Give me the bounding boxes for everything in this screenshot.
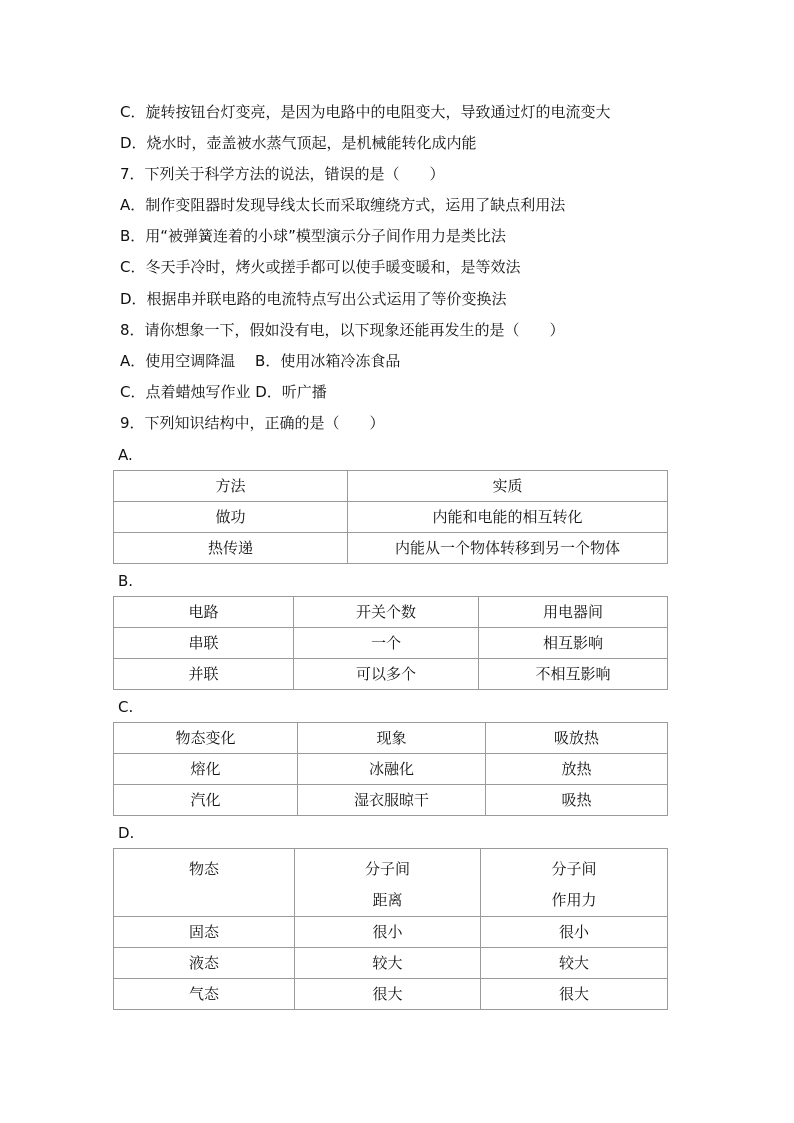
table-header-cell: 开关个数	[294, 597, 479, 628]
table-header-cell: 吸放热	[486, 723, 668, 754]
table-header-cell: 现象	[298, 723, 486, 754]
table-row	[114, 785, 668, 816]
table-header-row	[114, 723, 668, 754]
table-header-row	[114, 597, 668, 628]
table-cell: 冰融化	[298, 754, 486, 785]
table-header-cell	[481, 849, 668, 917]
table-header-text: 作用力	[551, 891, 597, 909]
table-cell: 放热	[486, 754, 668, 785]
table-cell: 较大	[295, 948, 481, 979]
table-cell: 一个	[294, 628, 479, 659]
table-b	[113, 596, 668, 690]
option-7a-text: A．制作变阻器时发现导线太长而采取缠绕方式，运用了缺点利用法	[120, 196, 566, 214]
table-cell: 相互影响	[479, 628, 668, 659]
table-header-text: 距离	[372, 891, 403, 909]
table-cell: 内能和电能的相互转化	[348, 502, 668, 533]
option-8cd-text: C．点着蜡烛写作业 D．听广播	[120, 383, 327, 401]
table-cell: 汽化	[114, 785, 298, 816]
table-header-text: 物态	[188, 860, 219, 878]
table-cell: 可以多个	[294, 659, 479, 690]
option-9a-label: A.	[118, 446, 133, 464]
option-9b-label: B.	[118, 572, 134, 590]
table-row	[114, 628, 668, 659]
option-7b-text: B．用“被弹簧连着的小球”模型演示分子间作用力是类比法	[120, 227, 506, 245]
table-header-cell	[295, 849, 481, 917]
table-row	[114, 979, 668, 1010]
question-9-stem: 9．下列知识结构中，正确的是（ ）	[120, 414, 385, 432]
table-c	[113, 722, 668, 816]
table-cell: 固态	[114, 917, 295, 948]
table-cell: 较大	[481, 948, 668, 979]
table-cell: 湿衣服晾干	[298, 785, 486, 816]
option-7d-text: D．根据串并联电路的电流特点写出公式运用了等价变换法	[120, 290, 507, 308]
table-cell: 并联	[114, 659, 294, 690]
table-a	[113, 470, 668, 564]
table-cell: 吸热	[486, 785, 668, 816]
table-cell: 很小	[295, 917, 481, 948]
table-cell: 很小	[481, 917, 668, 948]
table-row	[114, 533, 668, 564]
table-row	[114, 659, 668, 690]
table-header-cell: 电路	[114, 597, 294, 628]
option-9d-label: D.	[118, 824, 135, 842]
table-header-row	[114, 849, 668, 917]
table-header-cell: 物态变化	[114, 723, 298, 754]
table-header-cell: 实质	[348, 471, 668, 502]
table-cell: 熔化	[114, 754, 298, 785]
table-header-text: 分子间	[364, 860, 410, 878]
table-cell: 串联	[114, 628, 294, 659]
table-cell: 内能从一个物体转移到另一个物体	[348, 533, 668, 564]
option-6d-text: D．烧水时，壶盖被水蒸气顶起，是机械能转化成内能	[120, 134, 477, 152]
table-d	[113, 848, 668, 1010]
table-header-row	[114, 471, 668, 502]
table-header-cell: 方法	[114, 471, 348, 502]
option-8ab-text: A．使用空调降温 B．使用冰箱冷冻食品	[120, 352, 401, 370]
table-cell: 很大	[481, 979, 668, 1010]
option-6c-text: C．旋转按钮台灯变亮，是因为电路中的电阻变大，导致通过灯的电流变大	[120, 103, 611, 121]
table-header-text: 分子间	[551, 860, 597, 878]
table-cell: 不相互影响	[479, 659, 668, 690]
table-row	[114, 948, 668, 979]
table-cell: 做功	[114, 502, 348, 533]
table-row	[114, 754, 668, 785]
table-header-cell: 用电器间	[479, 597, 668, 628]
table-cell: 液态	[114, 948, 295, 979]
question-7-stem: 7．下列关于科学方法的说法，错误的是（ ）	[120, 165, 445, 183]
table-cell: 气态	[114, 979, 295, 1010]
table-row	[114, 502, 668, 533]
question-8-stem: 8．请你想象一下，假如没有电，以下现象还能再发生的是（ ）	[120, 321, 565, 339]
table-row	[114, 917, 668, 948]
table-header-cell	[114, 849, 295, 917]
table-cell: 热传递	[114, 533, 348, 564]
option-9c-label: C.	[118, 698, 134, 716]
option-7c-text: C．冬天手冷时，烤火或搓手都可以使手暖变暖和，是等效法	[120, 258, 521, 276]
table-cell: 很大	[295, 979, 481, 1010]
